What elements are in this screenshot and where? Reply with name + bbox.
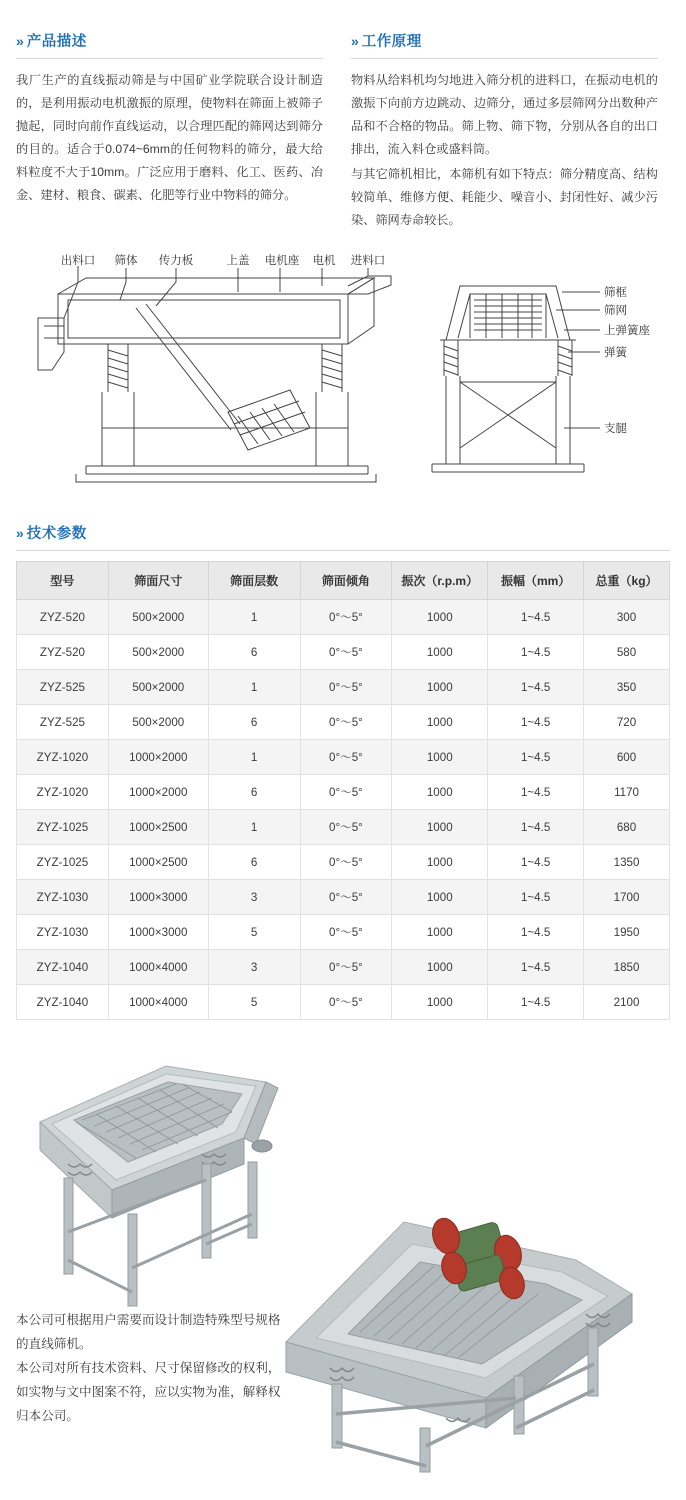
table-cell: 3 [208, 880, 300, 915]
intro-section [16, 0, 670, 234]
table-cell: ZYZ-520 [17, 635, 109, 670]
table-cell: 1000×4000 [108, 950, 208, 985]
tech-params-heading [16, 522, 670, 551]
table-cell: 1 [208, 600, 300, 635]
table-cell: 1~4.5 [488, 845, 584, 880]
photo-linear-screen-2 [286, 1215, 632, 1472]
table-cell: 1~4.5 [488, 635, 584, 670]
table-cell: 500×2000 [108, 670, 208, 705]
product-photos [16, 1046, 670, 1476]
table-row [17, 670, 670, 705]
col-model: 型号 [17, 562, 109, 600]
table-cell: 1000 [392, 705, 488, 740]
table-cell: 0°～5° [300, 740, 392, 775]
col-angle: 筛面倾角 [300, 562, 392, 600]
table-cell: 1~4.5 [488, 810, 584, 845]
table-cell: 720 [584, 705, 670, 740]
table-cell: 1000 [392, 880, 488, 915]
table-row [17, 635, 670, 670]
table-cell: 1950 [584, 915, 670, 950]
label-outlet: 出料口 [60, 255, 96, 267]
params-table [16, 561, 670, 1020]
work-principle-paragraph-2: 与其它筛机相比，本筛机有如下特点：筛分精度高、结构较简单、维修方便、耗能少、噪音小、封闭性好、减少污染、筛网寿命较长。 [351, 167, 658, 227]
table-cell: 1~4.5 [488, 880, 584, 915]
section-title: 产品描述 [26, 34, 87, 50]
label-mesh: 筛网 [604, 305, 627, 317]
work-principle-heading [351, 30, 658, 59]
table-cell: 1~4.5 [488, 600, 584, 635]
table-cell: 1000 [392, 670, 488, 705]
product-desc-column [16, 30, 323, 234]
table-row [17, 600, 670, 635]
table-cell: ZYZ-1025 [17, 810, 109, 845]
table-cell: 3 [208, 950, 300, 985]
table-cell: 0°～5° [300, 705, 392, 740]
section-title: 技术参数 [26, 526, 87, 542]
label-inlet: 进料口 [350, 255, 386, 267]
label-spring-seat: 上弹簧座 [604, 325, 650, 337]
chevron-right-icon: » [16, 32, 21, 49]
label-motor-seat: 电机座 [264, 255, 300, 267]
product-desc-heading [16, 30, 323, 59]
table-cell: 0°～5° [300, 950, 392, 985]
chevron-right-icon: » [351, 32, 356, 49]
footer-note-line-1: 本公司可根据用户需要而设计制造特殊型号规格的直线筛机。 [16, 1313, 281, 1351]
table-cell: 1000 [392, 985, 488, 1020]
table-cell: 1000 [392, 845, 488, 880]
label-spring: 弹簧 [604, 347, 627, 359]
table-cell: 0°～5° [300, 635, 392, 670]
table-cell: 1000 [392, 915, 488, 950]
table-cell: ZYZ-1020 [17, 740, 109, 775]
table-row [17, 740, 670, 775]
table-cell: 1000×2500 [108, 845, 208, 880]
table-cell: 500×2000 [108, 635, 208, 670]
table-cell: 6 [208, 775, 300, 810]
table-cell: 0°～5° [300, 880, 392, 915]
footer-note [16, 1308, 286, 1428]
section-title: 工作原理 [361, 34, 422, 50]
product-desc-paragraph: 我厂生产的直线振动筛是与中国矿业学院联合设计制造的，是利用振动电机激振的原理，使物料在筛面上被筛子抛起，同时向前作直线运动，以合理匹配的筛网达到筛分的目的。适合于0.074~6mm的任何物料的筛分，最大给料粒度不大于10mm。广泛应用于磨料、化工、医药、冶金、建材、粮食、碳素、化肥等行业中物料的筛分。 [16, 73, 323, 202]
table-cell: 1000×4000 [108, 985, 208, 1020]
table-cell: 1000×3000 [108, 915, 208, 950]
left-labels [61, 253, 386, 267]
table-cell: 1~4.5 [488, 915, 584, 950]
table-cell: 1000×2000 [108, 740, 208, 775]
table-cell: 580 [584, 635, 670, 670]
col-size: 筛面尺寸 [108, 562, 208, 600]
table-cell: 1000 [392, 950, 488, 985]
table-cell: ZYZ-1040 [17, 950, 109, 985]
footer-note-line-2: 本公司对所有技术资料、尺寸保留修改的权利，如实物与文中图案不符，应以实物为准，解释权归本公司。 [16, 1361, 281, 1423]
table-cell: 0°～5° [300, 775, 392, 810]
right-labels [604, 285, 650, 435]
table-cell: 0°～5° [300, 845, 392, 880]
label-body: 筛体 [114, 255, 138, 267]
table-cell: 0°～5° [300, 810, 392, 845]
table-cell: 5 [208, 915, 300, 950]
col-layers: 筛面层数 [208, 562, 300, 600]
table-cell: 0°～5° [300, 915, 392, 950]
table-cell: 1 [208, 670, 300, 705]
table-cell: 500×2000 [108, 705, 208, 740]
table-cell: 1350 [584, 845, 670, 880]
chevron-right-icon: » [16, 524, 21, 541]
table-cell: 1 [208, 810, 300, 845]
table-cell: 1~4.5 [488, 705, 584, 740]
table-cell: 0°～5° [300, 600, 392, 635]
col-amplitude: 振幅（mm） [488, 562, 584, 600]
drawing-svg [16, 252, 670, 502]
table-cell: 1~4.5 [488, 740, 584, 775]
table-cell: 1170 [584, 775, 670, 810]
label-cover: 上盖 [226, 255, 250, 267]
label-motor: 电机 [312, 255, 336, 267]
table-row [17, 775, 670, 810]
table-cell: ZYZ-1040 [17, 985, 109, 1020]
table-cell: ZYZ-1030 [17, 915, 109, 950]
table-cell: 1850 [584, 950, 670, 985]
table-cell: 600 [584, 740, 670, 775]
work-principle-column [351, 30, 658, 234]
label-frame: 筛框 [604, 287, 627, 299]
table-cell: 1~4.5 [488, 950, 584, 985]
table-cell: ZYZ-520 [17, 600, 109, 635]
table-cell: 350 [584, 670, 670, 705]
table-cell: ZYZ-1020 [17, 775, 109, 810]
table-row [17, 880, 670, 915]
table-cell: 1~4.5 [488, 670, 584, 705]
table-cell: 1700 [584, 880, 670, 915]
table-cell: ZYZ-1030 [17, 880, 109, 915]
table-row [17, 985, 670, 1020]
table-row [17, 915, 670, 950]
table-cell: 1000 [392, 810, 488, 845]
table-cell: 1~4.5 [488, 985, 584, 1020]
table-cell: 1000×3000 [108, 880, 208, 915]
table-cell: 6 [208, 705, 300, 740]
technical-drawing [16, 252, 670, 502]
table-cell: 1000×2500 [108, 810, 208, 845]
table-cell: ZYZ-1025 [17, 845, 109, 880]
col-frequency: 振次（r.p.m） [392, 562, 488, 600]
table-cell: 1~4.5 [488, 775, 584, 810]
table-cell: ZYZ-525 [17, 705, 109, 740]
table-cell: 1000 [392, 740, 488, 775]
table-cell: 1000 [392, 600, 488, 635]
table-cell: 1000 [392, 775, 488, 810]
table-cell: 6 [208, 845, 300, 880]
label-leg: 支腿 [604, 423, 627, 435]
table-header-row [17, 562, 670, 600]
table-row [17, 950, 670, 985]
table-cell: 1000×2000 [108, 775, 208, 810]
col-weight: 总重（kg） [584, 562, 670, 600]
table-cell: 1000 [392, 635, 488, 670]
table-row [17, 705, 670, 740]
table-cell: 300 [584, 600, 670, 635]
work-principle-paragraph-1: 物料从给料机均匀地进入筛分机的进料口，在振动电机的激振下向前方边跳动、边筛分，通过多层筛网分出数种产品和不合格的物品。筛上物、筛下物，分别从各自的出口排出，流入料仓或盛料筒。 [351, 73, 658, 156]
table-cell: 1 [208, 740, 300, 775]
table-cell: 2100 [584, 985, 670, 1020]
table-cell: 680 [584, 810, 670, 845]
table-cell: 5 [208, 985, 300, 1020]
table-cell: 6 [208, 635, 300, 670]
tech-params-section [16, 522, 670, 1020]
table-cell: 0°～5° [300, 670, 392, 705]
table-cell: 0°～5° [300, 985, 392, 1020]
table-cell: ZYZ-525 [17, 670, 109, 705]
label-plate: 传力板 [158, 255, 194, 267]
table-row [17, 810, 670, 845]
table-cell: 500×2000 [108, 600, 208, 635]
photo-linear-screen-1 [40, 1066, 278, 1306]
table-row [17, 845, 670, 880]
